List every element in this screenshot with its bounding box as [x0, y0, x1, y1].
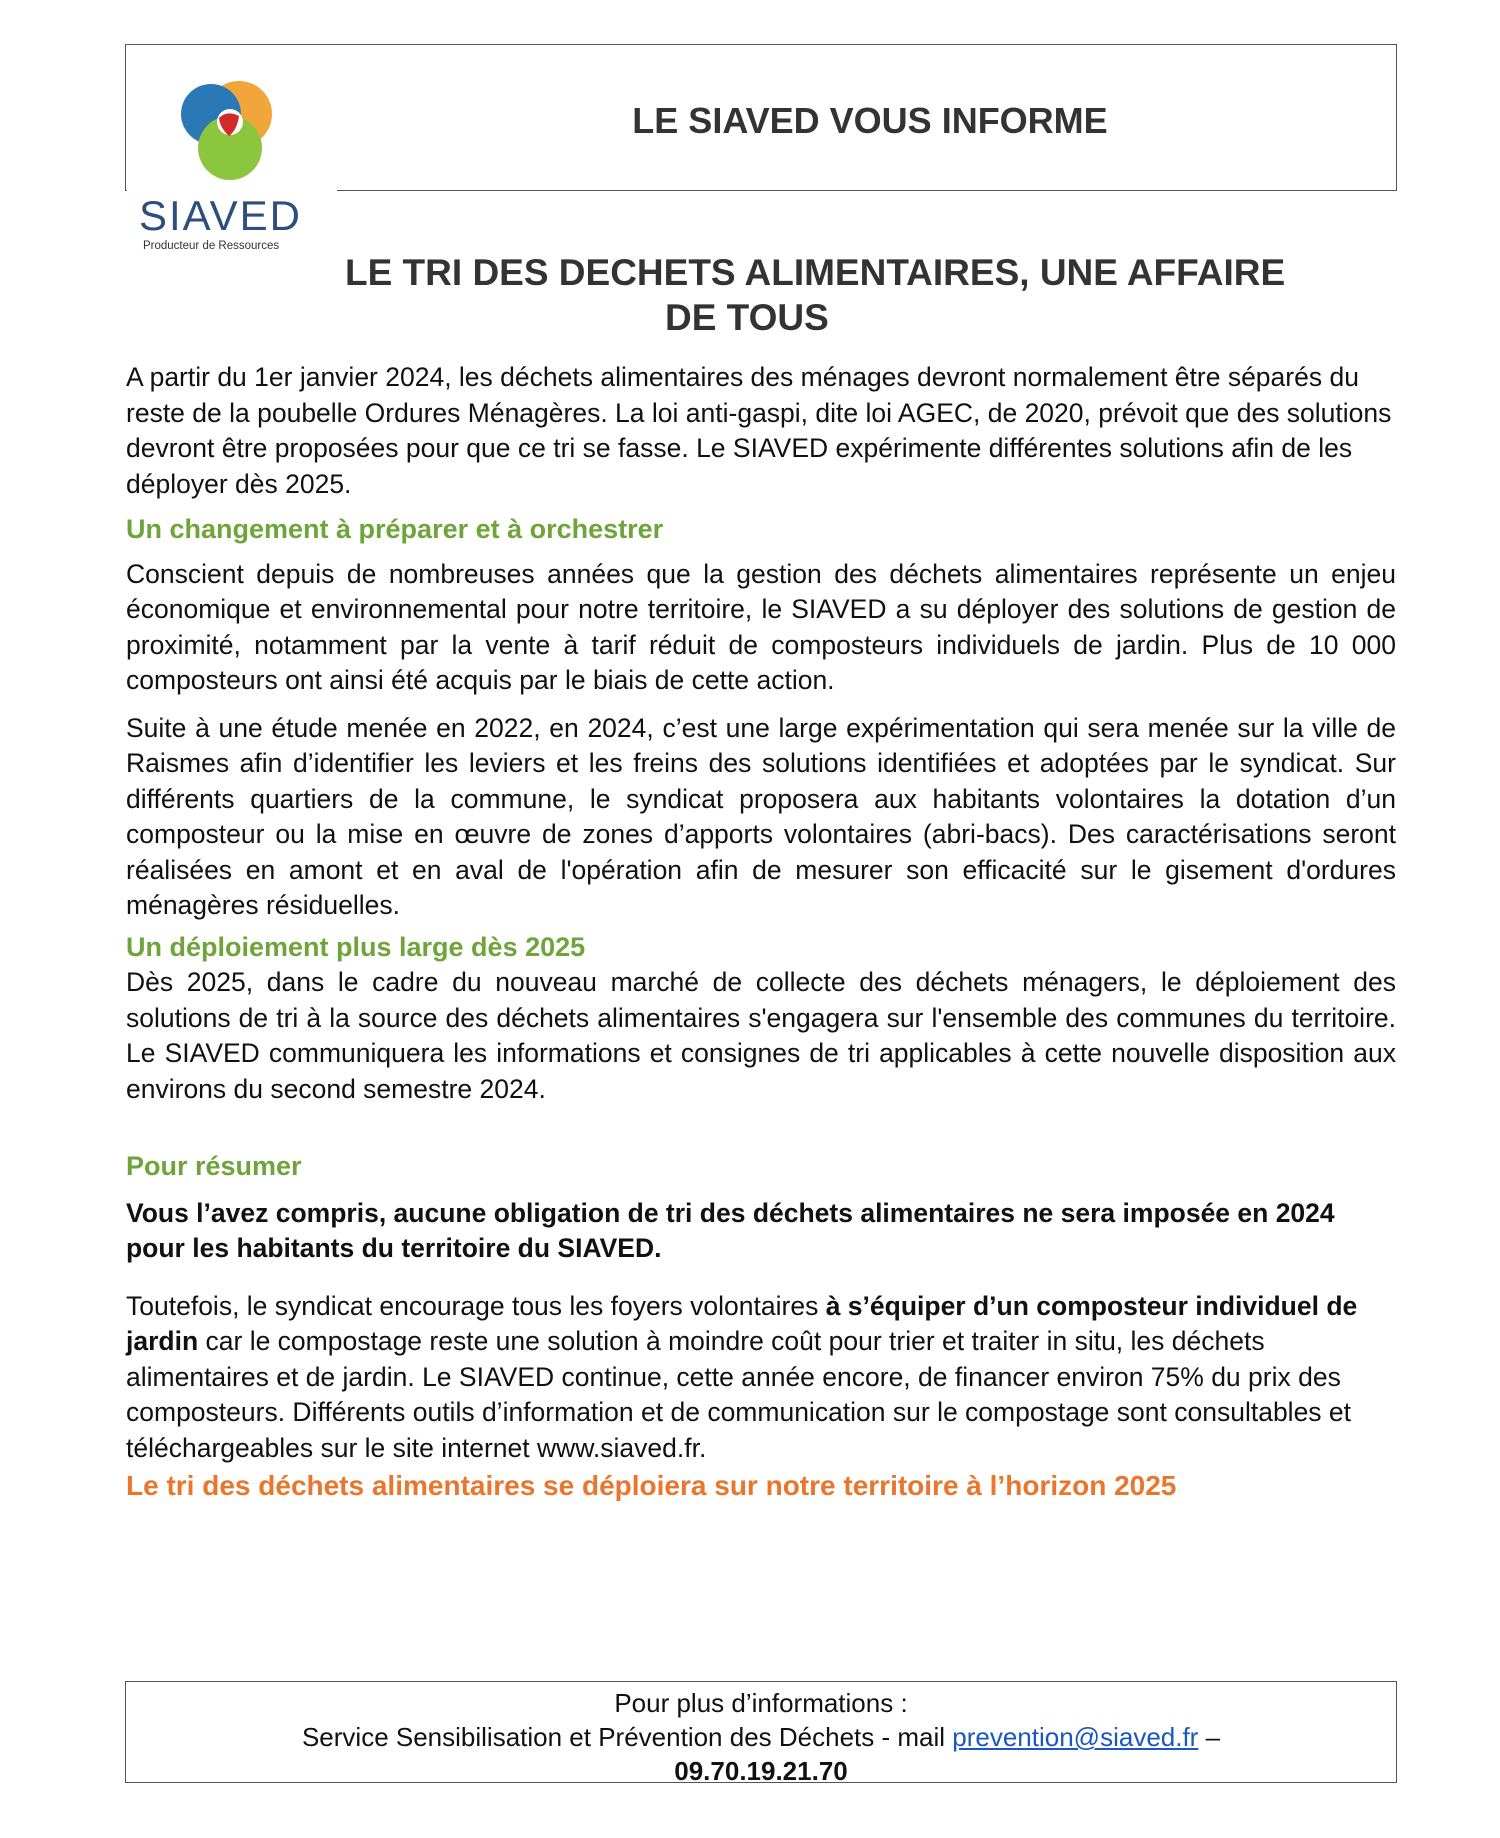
- logo-tagline: Producteur de Ressources: [143, 240, 280, 252]
- summary-statement: Vous l’avez compris, aucune obligation de tri des déchets alimentaires ne sera imposée en 2024 pour les habitants du territoire du SIAVED.: [126, 1197, 1335, 1263]
- section1-paragraph1: Conscient depuis de nombreuses années que la gestion des déchets alimentaires représente un enjeu économique et environnemental pour notre territoire, le SIAVED a su déployer des solutions de gestion de proximité, notamment par la vente à tarif réduit de composteurs individuels de jardin. Plus de 10 000 composteurs ont ainsi été acquis par le biais de cette action.: [126, 558, 1396, 695]
- summary-text-start: Toutefois, le syndicat encourage tous les foyers volontaires: [126, 1290, 826, 1321]
- phone-number: 09.70.19.21.70: [674, 1756, 848, 1786]
- footer-service: Service Sensibilisation et Prévention des Déchets - mail: [301, 1722, 953, 1752]
- contact-footer: [125, 1681, 1397, 1786]
- highlight-line: Le tri des déchets alimentaires se déploiera sur notre territoire à l’horizon 2025: [126, 1470, 1177, 1501]
- article-title: [345, 250, 1395, 340]
- section2-paragraph: Dès 2025, dans le cadre du nouveau marché de collecte des déchets ménagers, le déploiement des solutions de tri à la source des déchets alimentaires s'engagera sur l'ensemble des communes du territoire. Le SIAVED communiquera les informations et consignes de tri applicables à cette nouvelle disposition aux environs du second semestre 2024.: [126, 967, 1396, 1104]
- section3-heading: Pour résumer: [126, 1151, 302, 1181]
- section1-heading: Un changement à préparer et à orchestrer: [126, 514, 664, 544]
- intro-paragraph: A partir du 1er janvier 2024, les déchets alimentaires des ménages devront normalement être séparés du reste de la poubelle Ordures Ménagères. La loi anti-gaspi, dite loi AGEC, de 2020, prévoit que des solutions devront être proposées pour que ce tri se fasse. Le SIAVED expérimente différentes solutions afin de les déployer dès 2025.: [126, 362, 1392, 499]
- header-title: LE SIAVED VOUS INFORME: [632, 100, 1108, 141]
- email-link[interactable]: prevention@siaved.fr: [952, 1722, 1199, 1752]
- section1-paragraph2: Suite à une étude menée en 2022, en 2024, c’est une large expérimentation qui sera menée sur la ville de Raismes afin d’identifier les leviers et les freins des solutions identifiées et adoptées par le syndicat. Sur différents quartiers de la commune, le syndicat proposera aux habitants volontaires la dotation d’un composteur ou la mise en œuvre de zones d’apports volontaires (abri-bacs). Des caractérisations seront réalisées en amont et en aval de l'opération afin de mesurer son efficacité sur le gisement d'ordures ménagères résiduelles.: [126, 712, 1396, 920]
- logo-wordmark: SIAVED: [139, 192, 302, 239]
- summary-paragraph: [126, 1289, 1396, 1467]
- article-title-line2: DE TOUS: [665, 297, 829, 338]
- footer-line1: Pour plus d’informations :: [614, 1688, 908, 1718]
- summary-text-end: car le compostage reste une solution à moindre coût pour trier et traiter in situ, les déchets alimentaires et de jardin. Le SIAVED continue, cette année encore, de financer environ 75% du prix des composteurs. Différents outils d’information et de communication sur le compostage sont consultables et téléchargeables sur le site internet www.siaved.fr.: [126, 1326, 1352, 1463]
- siaved-logo-icon: [167, 70, 287, 190]
- summary-text-bold: à s’équiper d’un composteur individuel de jardin: [126, 1290, 1358, 1356]
- footer-dash: –: [1198, 1722, 1221, 1752]
- siaved-logo: [127, 58, 337, 258]
- article-title-line1: LE TRI DES DECHETS ALIMENTAIRES, UNE AFFAIRE: [345, 252, 1286, 293]
- footer-line2: [126, 1720, 1396, 1754]
- article-body: [126, 360, 1396, 1504]
- section2-heading: Un déploiement plus large dès 2025: [126, 931, 586, 962]
